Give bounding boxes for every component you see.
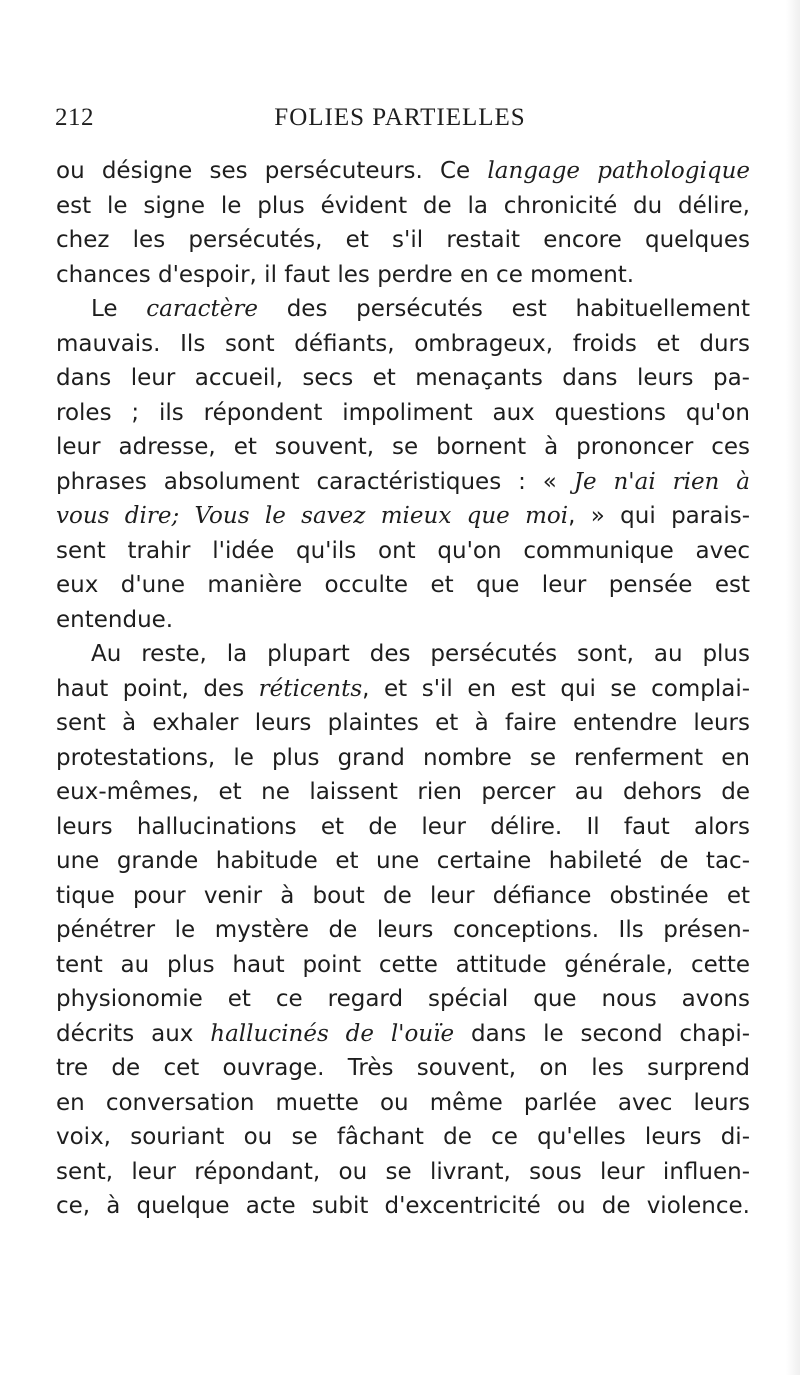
text-segment: , et s'il en est qui se complai- xyxy=(362,675,751,702)
text-line xyxy=(56,603,750,638)
text-segment: entendue. xyxy=(56,606,174,633)
text-segment: voix, souriant ou se fâchant de ce qu'elles leurs di- xyxy=(56,1124,750,1150)
page-header xyxy=(0,100,800,140)
text-line xyxy=(56,499,750,534)
text-line xyxy=(56,465,750,500)
text-segment: sent à exhaler leurs plaintes et à faire entendre leurs xyxy=(56,710,750,736)
text-line xyxy=(56,189,750,224)
text-line xyxy=(56,568,750,603)
text-line xyxy=(56,1155,750,1190)
page-edge-shadow xyxy=(786,0,800,1375)
italic-text-segment: vous dire; Vous le savez mieux que moi xyxy=(56,503,569,529)
text-line xyxy=(56,775,750,810)
text-line xyxy=(56,810,750,845)
text-line xyxy=(56,292,750,327)
text-segment: décrits aux xyxy=(56,1020,211,1047)
text-segment: dans leur accueil, secs et menaçants dans leurs pa- xyxy=(56,365,750,391)
text-line xyxy=(56,948,750,983)
text-segment: leur adresse, et souvent, se bornent à prononcer ces xyxy=(56,434,750,460)
text-segment: une grande habitude et une certaine habileté de tac- xyxy=(56,848,750,874)
italic-text-segment: caractère xyxy=(146,296,258,322)
italic-text-segment: langage pathologique xyxy=(487,158,750,184)
text-segment: chez les persécutés, et s'il restait encore quelques xyxy=(56,227,750,253)
italic-text-segment: réticents xyxy=(258,675,363,702)
text-line xyxy=(56,154,750,189)
text-segment: tre de cet ouvrage. Très souvent, on les surprend xyxy=(56,1055,750,1081)
text-line xyxy=(56,1120,750,1155)
text-line xyxy=(56,1051,750,1086)
text-segment: tique pour venir à bout de leur défiance obstinée et xyxy=(56,882,750,909)
text-line xyxy=(56,844,750,879)
text-line xyxy=(56,430,750,465)
text-line xyxy=(56,361,750,396)
text-segment: en conversation muette ou même parlée avec leurs xyxy=(56,1089,750,1116)
text-segment: est le signe le plus évident de la chronicité du délire, xyxy=(56,192,750,219)
text-segment: chances d'espoir, il faut les perdre en ce moment. xyxy=(56,261,635,288)
text-line xyxy=(56,396,750,431)
text-line xyxy=(56,1189,750,1224)
text-segment: protestations, le plus grand nombre se renferment en xyxy=(56,744,750,771)
text-segment: , » qui parais- xyxy=(568,503,750,529)
text-line xyxy=(56,1086,750,1121)
text-segment: roles ; ils répondent impoliment aux questions qu'on xyxy=(56,399,750,426)
text-line xyxy=(56,327,750,362)
text-segment: eux d'une manière occulte et que leur pensée est xyxy=(56,572,750,598)
text-segment: sent trahir l'idée qu'ils ont qu'on communique avec xyxy=(56,537,750,564)
text-segment: haut point, des xyxy=(56,675,259,702)
text-line xyxy=(56,672,750,707)
text-segment: dans le second chapi- xyxy=(454,1020,751,1047)
text-line xyxy=(56,637,750,672)
page-number: 212 xyxy=(55,104,94,131)
text-line xyxy=(56,879,750,914)
text-line xyxy=(56,741,750,776)
italic-text-segment: Je n'ai rien à xyxy=(573,468,750,495)
text-line xyxy=(56,982,750,1017)
text-segment: Au reste, la plupart des persécutés sont, au plus xyxy=(91,641,750,667)
text-segment: ce, à quelque acte subit d'excentricité ou de violence. xyxy=(56,1193,750,1219)
text-segment: des persécutés est habituellement xyxy=(257,296,750,322)
text-line xyxy=(56,223,750,258)
body-text xyxy=(56,154,750,1224)
text-line xyxy=(56,1017,750,1052)
text-segment: Le xyxy=(91,296,147,322)
text-segment: mauvais. Ils sont défiants, ombrageux, froids et durs xyxy=(56,330,750,357)
text-segment: phrases absolument caractéristiques : « xyxy=(56,468,574,495)
text-segment: leurs hallucinations et de leur délire. Il faut alors xyxy=(56,813,750,840)
text-line xyxy=(56,534,750,569)
text-segment: tent au plus haut point cette attitude générale, cette xyxy=(56,951,750,978)
text-line xyxy=(56,706,750,741)
text-segment: sent, leur répondant, ou se livrant, sous leur influen- xyxy=(56,1158,750,1185)
text-segment: pénétrer le mystère de leurs conceptions. Ils présen- xyxy=(56,917,750,943)
text-segment: physionomie et ce regard spécial que nous avons xyxy=(56,986,750,1012)
running-title: FOLIES PARTIELLES xyxy=(274,104,526,131)
text-line xyxy=(56,913,750,948)
text-segment: eux-mêmes, et ne laissent rien percer au dehors de xyxy=(56,779,750,805)
text-line xyxy=(56,258,750,293)
text-segment: ou désigne ses persécuteurs. Ce xyxy=(56,158,488,184)
italic-text-segment: hallucinés de l'ouïe xyxy=(210,1020,455,1047)
